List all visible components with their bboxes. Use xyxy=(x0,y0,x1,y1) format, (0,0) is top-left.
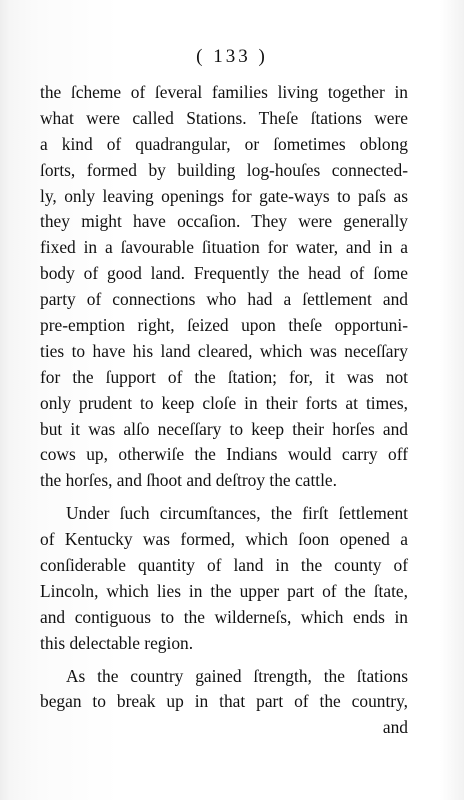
paragraph xyxy=(40,501,408,656)
text-line: party of connections who had a ſettlement and xyxy=(40,289,408,310)
text-line: a kind of quadrangular, or ſometimes oblong xyxy=(40,133,408,154)
body-text xyxy=(40,80,408,741)
catchword: and xyxy=(382,717,408,738)
text-line: conſiderable quantity of land in the county of xyxy=(40,555,408,576)
text-line: As the country gained ſtrength, the ſtations xyxy=(66,665,408,686)
paragraph xyxy=(40,664,408,716)
text-line: ſorts, formed by building log-houſes connected- xyxy=(40,159,408,180)
text-line: they might have occaſion. They were generally xyxy=(40,211,408,232)
text-line: for the ſupport of the ſtation; for, it was not xyxy=(40,366,408,387)
text-line: the ſcheme of ſeveral families living together in xyxy=(40,82,408,102)
text-line: began to break up in that part of the country, xyxy=(40,691,408,712)
page-number: ( 133 ) xyxy=(196,46,268,67)
text-line: but it was alſo neceſſary to keep their horſes and xyxy=(40,418,408,439)
paragraph xyxy=(40,80,408,494)
text-line: ly, only leaving openings for gate-ways to paſs as xyxy=(40,185,408,206)
text-line: body of good land. Frequently the head of ſome xyxy=(40,263,408,284)
text-line: the horſes, and ſhoot and deſtroy the cattle. xyxy=(40,470,337,491)
text-line: of Kentucky was formed, which ſoon opened a xyxy=(40,529,408,550)
text-line: this delectable region. xyxy=(40,632,194,653)
text-line: fixed in a ſavourable ſituation for water, and in a xyxy=(40,237,408,258)
text-line: ties to have his land cleared, which was neceſſary xyxy=(40,340,408,361)
text-line: only prudent to keep cloſe in their forts at times, xyxy=(40,392,408,413)
text-line: and contiguous to the wilderneſs, which ends in xyxy=(40,606,408,627)
text-line: Lincoln, which lies in the upper part of the ſtate, xyxy=(40,580,408,601)
text-line: Under ſuch circumſtances, the firſt ſettlement xyxy=(66,503,408,524)
text-line: pre-emption right, ſeized upon theſe opportuni- xyxy=(40,315,408,336)
text-line: what were called Stations. Theſe ſtations were xyxy=(40,107,408,128)
text-line: cows up, otherwiſe the Indians would carry off xyxy=(40,444,408,465)
